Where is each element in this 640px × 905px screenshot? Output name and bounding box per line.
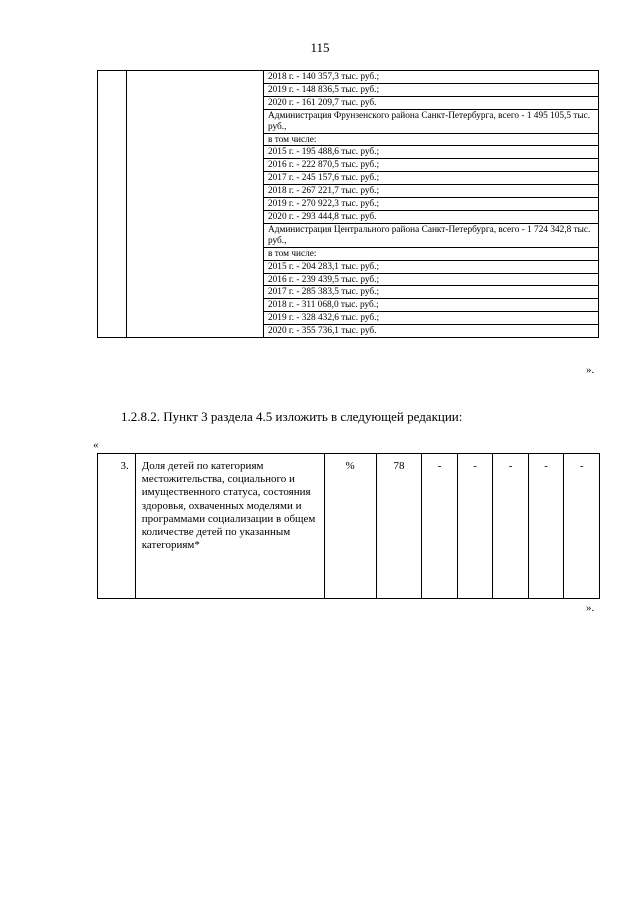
- empty-cell: [98, 71, 127, 338]
- indicator-description: Доля детей по категориям местожительства, социального и имущественного статуса, состояния здоровья, охваченных моделями и программами социализации в общем количестве детей по указанным категориям*: [135, 454, 324, 599]
- indicator-dash: -: [564, 454, 600, 599]
- financing-cell: в том числе:: [264, 133, 599, 146]
- financing-cell: 2018 г. - 311 068,0 тыс. руб.;: [264, 299, 599, 312]
- indicator-dash: -: [493, 454, 529, 599]
- financing-table: [97, 70, 599, 338]
- financing-cell: 2017 г. - 245 157,6 тыс. руб.;: [264, 172, 599, 185]
- indicator-value: 78: [376, 454, 422, 599]
- financing-cell: 2019 г. - 328 432,6 тыс. руб.;: [264, 312, 599, 325]
- financing-cell: 2019 г. - 270 922,3 тыс. руб.;: [264, 198, 599, 211]
- indicator-row: [98, 454, 600, 599]
- financing-cell: 2020 г. - 293 444,8 тыс. руб.: [264, 210, 599, 223]
- amendment-paragraph: 1.2.8.2. Пункт 3 раздела 4.5 изложить в следующей редакции:: [121, 409, 463, 424]
- financing-cell: Администрация Центрального района Санкт-Петербурга, всего - 1 724 342,8 тыс. руб.,: [264, 223, 599, 247]
- indicator-table: [97, 453, 600, 599]
- closing-quote-1: ».: [586, 364, 595, 376]
- financing-cell: 2019 г. - 148 836,5 тыс. руб.;: [264, 83, 599, 96]
- indicator-dash: -: [457, 454, 493, 599]
- page-number: 115: [310, 40, 330, 55]
- empty-cell: [127, 71, 264, 338]
- financing-cell: 2015 г. - 204 283,1 тыс. руб.;: [264, 260, 599, 273]
- financing-cell: 2015 г. - 195 488,6 тыс. руб.;: [264, 146, 599, 159]
- opening-quote-2: «: [93, 439, 99, 451]
- indicator-dash: -: [528, 454, 564, 599]
- financing-cell: 2016 г. - 222 870,5 тыс. руб.;: [264, 159, 599, 172]
- indicator-dash: -: [422, 454, 458, 599]
- financing-table-body: [98, 71, 599, 338]
- financing-cell: 2016 г. - 239 439,5 тыс. руб.;: [264, 273, 599, 286]
- financing-cell: 2020 г. - 355 736,1 тыс. руб.: [264, 325, 599, 338]
- financing-cell: 2017 г. - 285 383,5 тыс. руб.;: [264, 286, 599, 299]
- indicator-number: 3.: [98, 454, 136, 599]
- closing-quote-2: ».: [586, 602, 595, 614]
- financing-cell: Администрация Фрунзенского района Санкт-Петербурга, всего - 1 495 105,5 тыс. руб.,: [264, 109, 599, 133]
- financing-cell: 2018 г. - 140 357,3 тыс. руб.;: [264, 71, 599, 84]
- financing-cell: 2020 г. - 161 209,7 тыс. руб.: [264, 96, 599, 109]
- financing-cell: в том числе:: [264, 247, 599, 260]
- financing-cell: 2018 г. - 267 221,7 тыс. руб.;: [264, 185, 599, 198]
- financing-table-row: [98, 71, 599, 84]
- indicator-unit: %: [324, 454, 376, 599]
